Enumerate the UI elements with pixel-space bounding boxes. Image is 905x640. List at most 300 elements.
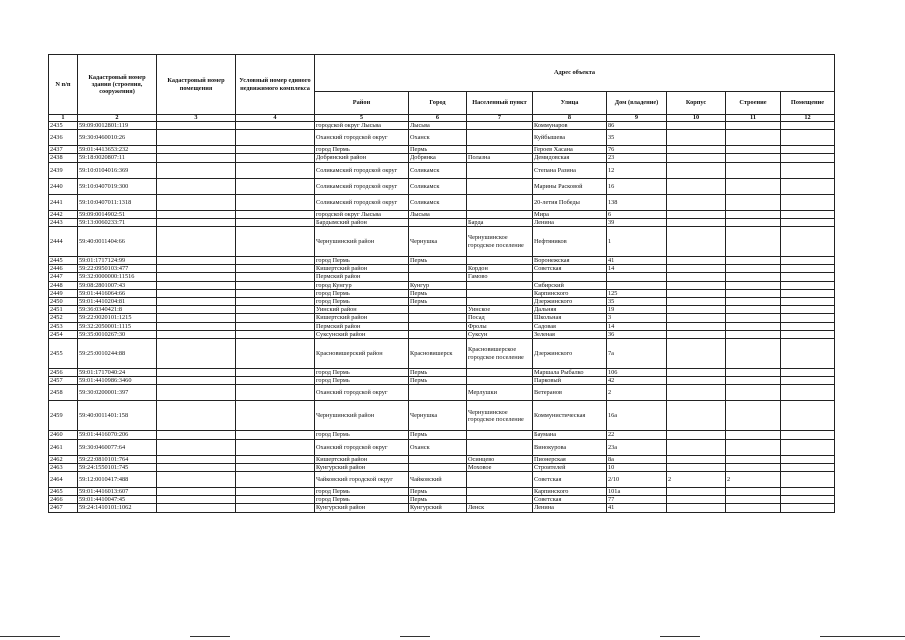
cell-district: городской округ Лысьва — [315, 122, 409, 130]
cell-stroenie — [726, 488, 781, 496]
cell-stroenie — [726, 289, 781, 297]
cell-conditional-num — [236, 281, 315, 289]
table-row — [49, 431, 835, 439]
cell-settlement — [467, 439, 533, 455]
cell-house: 1 — [607, 227, 667, 257]
cell-city: Пермь — [409, 369, 467, 377]
cell-pomeshchenie — [781, 306, 835, 314]
cell-street: Ленина — [533, 504, 607, 512]
cell-settlement — [467, 210, 533, 218]
cell-city: Пермь — [409, 431, 467, 439]
cell-korpus — [667, 122, 726, 130]
cell-house: 76 — [607, 146, 667, 154]
table-row — [49, 496, 835, 504]
cell-district: Добрянский район — [315, 154, 409, 162]
table-row — [49, 154, 835, 162]
cell-house: 10 — [607, 463, 667, 471]
cell-settlement: Чернушинское городское поселение — [467, 401, 533, 431]
cell-cad-building: 59:01:4410047:45 — [78, 496, 157, 504]
cell-cad-building: 59:09:0012801:119 — [78, 122, 157, 130]
col-header-num: N п/п — [49, 55, 78, 115]
cell-conditional-num — [236, 496, 315, 504]
cell-conditional-num — [236, 439, 315, 455]
cell-district: Пермский район — [315, 322, 409, 330]
table-row — [49, 369, 835, 377]
cell-conditional-num — [236, 298, 315, 306]
cell-house: 22 — [607, 431, 667, 439]
cell-num: 2437 — [49, 146, 78, 154]
cell-pomeshchenie — [781, 314, 835, 322]
cell-district: город Пермь — [315, 257, 409, 265]
cell-city: Чайковский — [409, 472, 467, 488]
cell-house: 7а — [607, 339, 667, 369]
cell-street: Карпинского — [533, 289, 607, 297]
cell-street: Советская — [533, 496, 607, 504]
cell-pomeshchenie — [781, 281, 835, 289]
cell-stroenie — [726, 154, 781, 162]
cell-stroenie — [726, 265, 781, 273]
cell-num: 2452 — [49, 314, 78, 322]
cell-house — [607, 281, 667, 289]
cell-city: Пермь — [409, 488, 467, 496]
cell-korpus — [667, 306, 726, 314]
cell-conditional-num — [236, 178, 315, 194]
cell-cad-room — [157, 265, 236, 273]
cell-conditional-num — [236, 431, 315, 439]
cell-num: 2444 — [49, 227, 78, 257]
cell-city: Пермь — [409, 298, 467, 306]
cell-settlement: Барда — [467, 218, 533, 226]
cell-num: 2456 — [49, 369, 78, 377]
cell-conditional-num — [236, 162, 315, 178]
cell-stroenie — [726, 322, 781, 330]
cell-settlement: Ленск — [467, 504, 533, 512]
cell-pomeshchenie — [781, 122, 835, 130]
cell-pomeshchenie — [781, 330, 835, 338]
cell-cad-building: 59:01:4416070:206 — [78, 431, 157, 439]
cell-city — [409, 306, 467, 314]
cell-stroenie: 2 — [726, 472, 781, 488]
cell-city: Лысьва — [409, 122, 467, 130]
cell-city: Соликамск — [409, 178, 467, 194]
cell-num: 2466 — [49, 496, 78, 504]
cell-cad-room — [157, 194, 236, 210]
cell-pomeshchenie — [781, 273, 835, 281]
cell-korpus — [667, 298, 726, 306]
cell-cad-building: 59:22:0810101:764 — [78, 455, 157, 463]
cell-korpus — [667, 130, 726, 146]
cell-pomeshchenie — [781, 130, 835, 146]
cell-conditional-num — [236, 130, 315, 146]
cell-cad-room — [157, 401, 236, 431]
cell-street — [533, 273, 607, 281]
cell-num: 2447 — [49, 273, 78, 281]
cell-conditional-num — [236, 385, 315, 401]
cell-cad-room — [157, 130, 236, 146]
cell-cad-room — [157, 377, 236, 385]
cell-num: 2446 — [49, 265, 78, 273]
cell-stroenie — [726, 401, 781, 431]
cell-stroenie — [726, 130, 781, 146]
cell-city: Кунгур — [409, 281, 467, 289]
cell-district: город Пермь — [315, 289, 409, 297]
cell-cad-building: 59:13:0060233:71 — [78, 218, 157, 226]
cell-house: 138 — [607, 194, 667, 210]
cell-house: 41 — [607, 257, 667, 265]
table-row — [49, 401, 835, 431]
cell-cad-room — [157, 210, 236, 218]
cell-street: Сибирский — [533, 281, 607, 289]
cell-street: Нефтяников — [533, 227, 607, 257]
cell-city: Пермь — [409, 257, 467, 265]
cell-stroenie — [726, 227, 781, 257]
cell-korpus — [667, 146, 726, 154]
cell-conditional-num — [236, 289, 315, 297]
cell-num: 2464 — [49, 472, 78, 488]
cell-house: 35 — [607, 298, 667, 306]
column-index-row — [49, 115, 835, 122]
cell-conditional-num — [236, 463, 315, 471]
cell-cad-room — [157, 178, 236, 194]
table-row — [49, 178, 835, 194]
cell-settlement — [467, 281, 533, 289]
cell-stroenie — [726, 178, 781, 194]
cell-korpus — [667, 488, 726, 496]
cell-street: Воронежская — [533, 257, 607, 265]
cell-settlement — [467, 130, 533, 146]
cell-city — [409, 322, 467, 330]
column-index-cell: 10 — [667, 115, 726, 122]
cell-stroenie — [726, 369, 781, 377]
cell-settlement — [467, 162, 533, 178]
cell-cad-building: 59:01:1717124:99 — [78, 257, 157, 265]
cell-city — [409, 330, 467, 338]
cell-num: 2459 — [49, 401, 78, 431]
cell-num: 2449 — [49, 289, 78, 297]
table-row — [49, 488, 835, 496]
cell-district: город Кунгур — [315, 281, 409, 289]
cell-stroenie — [726, 504, 781, 512]
cell-city: Чернушка — [409, 227, 467, 257]
cell-pomeshchenie — [781, 455, 835, 463]
cell-cad-room — [157, 369, 236, 377]
cell-pomeshchenie — [781, 322, 835, 330]
cell-cad-building: 59:30:0460077:64 — [78, 439, 157, 455]
cell-settlement: Осинцево — [467, 455, 533, 463]
cell-house: 36 — [607, 330, 667, 338]
cell-street: Парковый — [533, 377, 607, 385]
cell-settlement — [467, 496, 533, 504]
cell-settlement — [467, 369, 533, 377]
cell-conditional-num — [236, 322, 315, 330]
cell-house: 3 — [607, 314, 667, 322]
cell-cad-building: 59:36:0340421:8 — [78, 306, 157, 314]
cell-korpus — [667, 154, 726, 162]
table-row — [49, 194, 835, 210]
cell-district: Уинский район — [315, 306, 409, 314]
cell-num: 2465 — [49, 488, 78, 496]
cell-stroenie — [726, 218, 781, 226]
cell-stroenie — [726, 162, 781, 178]
cell-korpus — [667, 162, 726, 178]
cell-num: 2458 — [49, 385, 78, 401]
cell-street: Дальняя — [533, 306, 607, 314]
cell-settlement: Фролы — [467, 322, 533, 330]
cell-street: Карпинского — [533, 488, 607, 496]
col-header-street: Улица — [533, 92, 607, 115]
cell-stroenie — [726, 122, 781, 130]
cell-stroenie — [726, 431, 781, 439]
cell-korpus — [667, 227, 726, 257]
cell-korpus — [667, 281, 726, 289]
col-header-cad-room: Кадастровый номер помещения — [157, 55, 236, 115]
cell-stroenie — [726, 385, 781, 401]
cell-stroenie — [726, 298, 781, 306]
cell-city: Лысьва — [409, 210, 467, 218]
cell-conditional-num — [236, 455, 315, 463]
cell-house: 23 — [607, 154, 667, 162]
cell-cad-building: 59:24:1550101:745 — [78, 463, 157, 471]
objects-table — [48, 54, 835, 513]
cell-num: 2442 — [49, 210, 78, 218]
cell-district: город Пермь — [315, 369, 409, 377]
cell-cad-building: 59:01:1717040:24 — [78, 369, 157, 377]
cell-district: Соликамский городской округ — [315, 178, 409, 194]
cell-stroenie — [726, 281, 781, 289]
cell-korpus — [667, 504, 726, 512]
cell-conditional-num — [236, 154, 315, 162]
cell-city: Пермь — [409, 377, 467, 385]
cell-settlement — [467, 377, 533, 385]
cell-cad-room — [157, 298, 236, 306]
cell-pomeshchenie — [781, 257, 835, 265]
table-row — [49, 439, 835, 455]
cell-cad-building: 59:18:0020807:11 — [78, 154, 157, 162]
cell-stroenie — [726, 339, 781, 369]
table-row — [49, 265, 835, 273]
table-row — [49, 330, 835, 338]
col-header-conditional-num: Условный номер единого недвижимого комплекса — [236, 55, 315, 115]
cell-pomeshchenie — [781, 385, 835, 401]
cell-settlement: Гамово — [467, 273, 533, 281]
cell-house: 41 — [607, 504, 667, 512]
cell-city — [409, 273, 467, 281]
cell-house: 2/10 — [607, 472, 667, 488]
col-header-city: Город — [409, 92, 467, 115]
cell-korpus — [667, 314, 726, 322]
cell-house: 23а — [607, 439, 667, 455]
cell-district: Чернушинский район — [315, 401, 409, 431]
table-row — [49, 463, 835, 471]
table-body — [49, 122, 835, 513]
cell-cad-building: 59:10:0407019:300 — [78, 178, 157, 194]
cell-conditional-num — [236, 265, 315, 273]
table-row — [49, 472, 835, 488]
cell-cad-room — [157, 306, 236, 314]
cell-cad-building: 59:40:0011404:66 — [78, 227, 157, 257]
cell-settlement: Чернушинское городское поселение — [467, 227, 533, 257]
cell-house: 35 — [607, 130, 667, 146]
cell-street: Демидовская — [533, 154, 607, 162]
cell-house: 12 — [607, 162, 667, 178]
cell-conditional-num — [236, 306, 315, 314]
cell-korpus — [667, 463, 726, 471]
cell-cad-room — [157, 289, 236, 297]
cell-city — [409, 385, 467, 401]
cell-num: 2455 — [49, 339, 78, 369]
cell-cad-building: 59:24:1410101:1062 — [78, 504, 157, 512]
table-row — [49, 455, 835, 463]
cell-settlement: Уинское — [467, 306, 533, 314]
cell-stroenie — [726, 194, 781, 210]
cell-stroenie — [726, 273, 781, 281]
cell-korpus — [667, 385, 726, 401]
cell-pomeshchenie — [781, 504, 835, 512]
cell-num: 2450 — [49, 298, 78, 306]
table-row — [49, 257, 835, 265]
cell-city: Добрянка — [409, 154, 467, 162]
cell-pomeshchenie — [781, 439, 835, 455]
cell-korpus — [667, 265, 726, 273]
cell-conditional-num — [236, 369, 315, 377]
cell-district: Оханский городской округ — [315, 439, 409, 455]
table-row — [49, 377, 835, 385]
cell-stroenie — [726, 314, 781, 322]
cell-pomeshchenie — [781, 298, 835, 306]
cell-pomeshchenie — [781, 377, 835, 385]
cell-stroenie — [726, 455, 781, 463]
cell-cad-room — [157, 455, 236, 463]
cell-pomeshchenie — [781, 218, 835, 226]
cell-num: 2438 — [49, 154, 78, 162]
cell-cad-building: 59:08:2801007:43 — [78, 281, 157, 289]
cell-cad-room — [157, 314, 236, 322]
table-row — [49, 289, 835, 297]
cell-cad-building: 59:10:0407011:1318 — [78, 194, 157, 210]
cell-stroenie — [726, 439, 781, 455]
cell-pomeshchenie — [781, 194, 835, 210]
cell-cad-room — [157, 504, 236, 512]
cell-korpus — [667, 431, 726, 439]
table-row — [49, 281, 835, 289]
cell-street: Баумана — [533, 431, 607, 439]
cell-settlement — [467, 472, 533, 488]
cell-cad-building: 59:01:4410986:3460 — [78, 377, 157, 385]
cell-street: Героев Хасана — [533, 146, 607, 154]
cell-cad-building: 59:01:4413653:232 — [78, 146, 157, 154]
cell-city: Соликамск — [409, 162, 467, 178]
cell-district: Кишертский район — [315, 314, 409, 322]
cell-num: 2445 — [49, 257, 78, 265]
cell-num: 2435 — [49, 122, 78, 130]
cell-cad-building: 59:01:4410204:81 — [78, 298, 157, 306]
cell-cad-building: 59:10:0104016:369 — [78, 162, 157, 178]
cell-conditional-num — [236, 488, 315, 496]
cell-district: город Пермь — [315, 431, 409, 439]
cell-settlement — [467, 257, 533, 265]
cell-street: Ветеранов — [533, 385, 607, 401]
cell-district: Оханский городской округ — [315, 130, 409, 146]
cell-street: Садовая — [533, 322, 607, 330]
cell-num: 2453 — [49, 322, 78, 330]
cell-cad-room — [157, 339, 236, 369]
cell-cad-room — [157, 162, 236, 178]
cell-korpus — [667, 210, 726, 218]
cell-stroenie — [726, 330, 781, 338]
cell-cad-room — [157, 227, 236, 257]
cell-num: 2460 — [49, 431, 78, 439]
cell-conditional-num — [236, 330, 315, 338]
cell-street: Дзержинского — [533, 339, 607, 369]
cell-house: 42 — [607, 377, 667, 385]
cell-city: Оханск — [409, 439, 467, 455]
cell-cad-building: 59:30:0460010:26 — [78, 130, 157, 146]
cell-street: Ленина — [533, 218, 607, 226]
cell-pomeshchenie — [781, 463, 835, 471]
cell-cad-building: 59:32:2050001:1115 — [78, 322, 157, 330]
column-index-cell: 4 — [236, 115, 315, 122]
table-row — [49, 210, 835, 218]
cell-district: Бардымский район — [315, 218, 409, 226]
cell-korpus — [667, 273, 726, 281]
cell-street: Зеленая — [533, 330, 607, 338]
cell-cad-building: 59:35:0010267:30 — [78, 330, 157, 338]
cell-num: 2439 — [49, 162, 78, 178]
col-header-pomeshchenie: Помещение — [781, 92, 835, 115]
cell-num: 2454 — [49, 330, 78, 338]
cell-conditional-num — [236, 227, 315, 257]
cell-cad-room — [157, 218, 236, 226]
table-row — [49, 322, 835, 330]
cell-cad-building: 59:22:0020101:1215 — [78, 314, 157, 322]
cell-district: Кишертский район — [315, 455, 409, 463]
col-header-address: Адрес объекта — [315, 55, 835, 92]
cell-district: Соликамский городской округ — [315, 194, 409, 210]
table-row — [49, 227, 835, 257]
cell-city: Чернушка — [409, 401, 467, 431]
cell-korpus — [667, 369, 726, 377]
cell-korpus — [667, 322, 726, 330]
cell-cad-room — [157, 322, 236, 330]
cell-street: Марины Расковой — [533, 178, 607, 194]
cell-settlement: Кордон — [467, 265, 533, 273]
cell-house: 8а — [607, 455, 667, 463]
cell-cad-building: 59:22:0950103:477 — [78, 265, 157, 273]
cell-cad-room — [157, 273, 236, 281]
cell-pomeshchenie — [781, 162, 835, 178]
registry-page — [48, 54, 834, 513]
cell-cad-building: 59:32:0000000:11516 — [78, 273, 157, 281]
cell-pomeshchenie — [781, 339, 835, 369]
cell-cad-building: 59:09:0014902:51 — [78, 210, 157, 218]
cell-district: Соликамский городской округ — [315, 162, 409, 178]
cell-city: Кунгурский — [409, 504, 467, 512]
cell-street: Коммунаров — [533, 122, 607, 130]
cell-street: Винокурова — [533, 439, 607, 455]
cell-street: Мира — [533, 210, 607, 218]
cell-pomeshchenie — [781, 496, 835, 504]
cell-settlement: Моховое — [467, 463, 533, 471]
cell-house: 16 — [607, 178, 667, 194]
cell-district: Кишертский район — [315, 265, 409, 273]
cell-house: 6 — [607, 210, 667, 218]
cell-cad-room — [157, 472, 236, 488]
cell-conditional-num — [236, 472, 315, 488]
cell-settlement — [467, 146, 533, 154]
table-row — [49, 385, 835, 401]
cell-house: 101а — [607, 488, 667, 496]
cell-cad-room — [157, 463, 236, 471]
